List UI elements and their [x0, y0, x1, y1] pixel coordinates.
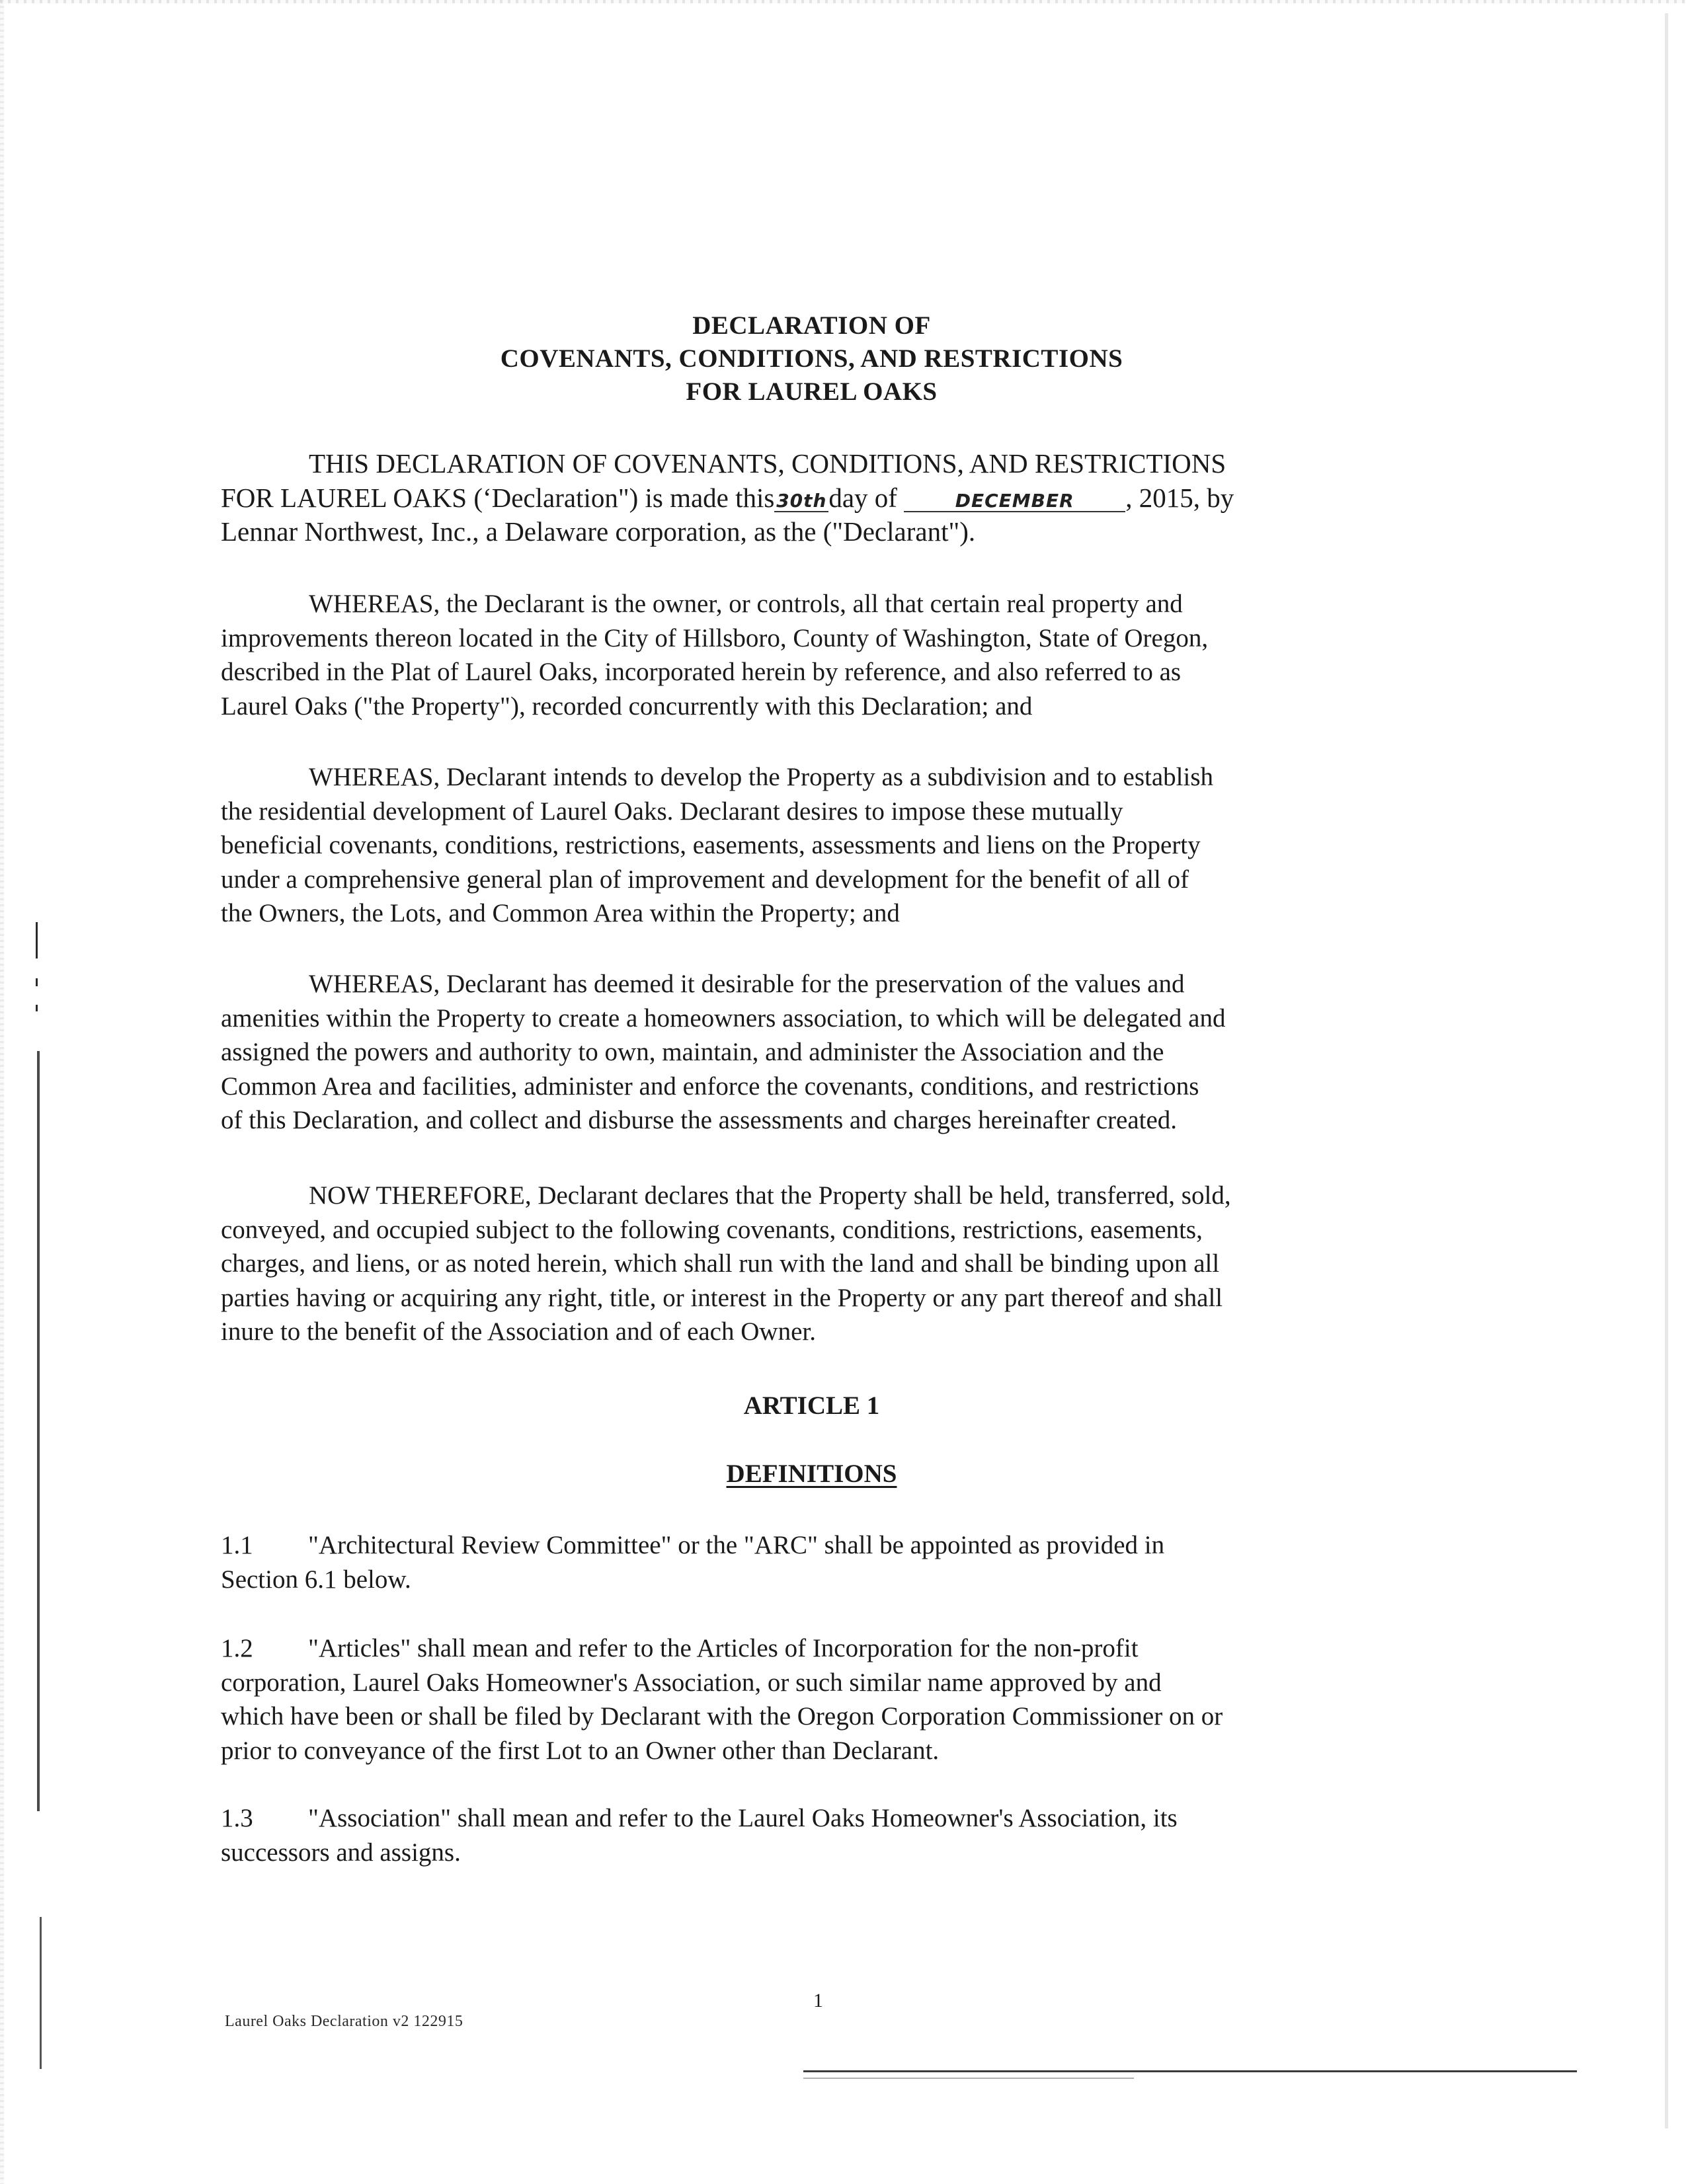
scan-mark — [36, 978, 38, 986]
title-line: COVENANTS, CONDITIONS, AND RESTRICTIONS — [500, 344, 1123, 373]
bottom-rule — [803, 2070, 1577, 2072]
definition-1-1 — [221, 1528, 1404, 1596]
definition-line: Section 6.1 below. — [221, 1565, 411, 1594]
paragraph-line: WHEREAS, Declarant has deemed it desirable for the preservation of the values and — [309, 970, 1185, 998]
scan-mark — [40, 1917, 42, 2069]
paragraph-line: Common Area and facilities, administer and enforce the covenants, conditions, and restrictions — [221, 1072, 1199, 1101]
title-line: DECLARATION OF — [692, 311, 931, 340]
paragraph-line: described in the Plat of Laurel Oaks, incorporated herein by reference, and also referred to as — [221, 658, 1182, 686]
paragraph-line: parties having or acquiring any right, title, or interest in the Property or any part thereof and shall — [221, 1283, 1223, 1312]
paragraph-line: under a comprehensive general plan of improvement and development for the benefit of all of — [221, 865, 1189, 894]
scan-mark — [1665, 13, 1668, 2128]
whereas-paragraph-3 — [221, 967, 1404, 1138]
definition-text: "Articles" shall mean and refer to the Articles of Incorporation for the non-profit — [308, 1634, 1139, 1662]
definition-line — [221, 1528, 1404, 1563]
article-subheading-text: DEFINITIONS — [726, 1460, 897, 1488]
definition-number: 1.2 — [221, 1634, 253, 1662]
paragraph-line: NOW THEREFORE, Declarant declares that the Property shall be held, transferred, sold, — [309, 1181, 1231, 1210]
paragraph-line: improvements thereon located in the City of Hillsboro, County of Washington, State of Oregon, — [221, 623, 1209, 652]
definition-1-3 — [221, 1801, 1404, 1869]
bottom-rule — [803, 2078, 1134, 2079]
scan-mark — [36, 922, 38, 958]
definition-line: successors and assigns. — [221, 1838, 461, 1867]
scan-edge-top — [0, 0, 1686, 3]
paragraph-line: of this Declaration, and collect and disburse the assessments and charges hereinafter created. — [221, 1106, 1178, 1134]
handwritten-month: DECEMBER — [904, 491, 1125, 512]
definition-1-2 — [221, 1631, 1404, 1768]
definition-text: "Architectural Review Committee" or the "ARC" shall be appointed as provided in — [308, 1531, 1165, 1559]
whereas-paragraph-2 — [221, 760, 1404, 931]
paragraph-line: WHEREAS, the Declarant is the owner, or controls, all that certain real property and — [309, 590, 1183, 618]
intro-line: Lennar Northwest, Inc., a Delaware corporation, as the ("Declarant"). — [221, 516, 976, 547]
title-line: FOR LAUREL OAKS — [686, 377, 938, 406]
definition-line: prior to conveyance of the first Lot to an Owner other than Declarant. — [221, 1736, 940, 1765]
intro-text: , 2015, by — [1125, 482, 1234, 513]
document-title — [0, 309, 1623, 409]
paragraph-line: beneficial covenants, conditions, restrictions, easements, assessments and liens on the Property — [221, 831, 1201, 859]
intro-line: THIS DECLARATION OF COVENANTS, CONDITIONS, AND RESTRICTIONS — [309, 448, 1226, 479]
paragraph-line: amenities within the Property to create a homeowners association, to which will be delegated and — [221, 1003, 1226, 1033]
definition-text: "Association" shall mean and refer to the Laurel Oaks Homeowner's Association, its — [308, 1804, 1178, 1832]
paragraph-line: Laurel Oaks ("the Property"), recorded concurrently with this Declaration; and — [221, 691, 1033, 721]
article-heading: ARTICLE 1 — [743, 1391, 880, 1420]
whereas-paragraph-1 — [221, 587, 1404, 723]
footer-label: Laurel Oaks Declaration v2 122915 — [225, 2013, 463, 2030]
definition-line: corporation, Laurel Oaks Homeowner's Association, or such similar name approved by and — [221, 1668, 1162, 1697]
paragraph-line: charges, and liens, or as noted herein, which shall run with the land and shall be binding upon all — [221, 1249, 1220, 1278]
now-therefore-paragraph — [221, 1179, 1404, 1349]
scan-mark — [36, 1005, 38, 1011]
definition-number: 1.1 — [221, 1531, 253, 1559]
paragraph-line: WHEREAS, Declarant intends to develop the Property as a subdivision and to establish — [309, 763, 1213, 791]
intro-text: day of — [828, 482, 897, 513]
paragraph-line: inure to the benefit of the Association and of each Owner. — [221, 1317, 816, 1346]
definition-line — [221, 1631, 1404, 1666]
definition-line: which have been or shall be filed by Declarant with the Oregon Corporation Commissioner on or — [221, 1702, 1223, 1731]
definition-line — [221, 1801, 1404, 1836]
intro-paragraph — [221, 447, 1351, 549]
paragraph-line: assigned the powers and authority to own, maintain, and administer the Association and the — [221, 1038, 1164, 1066]
handwritten-day: 30th — [774, 491, 828, 512]
definition-number: 1.3 — [221, 1804, 253, 1832]
intro-text: FOR LAUREL OAKS (‘Declaration") is made this — [221, 482, 775, 513]
paragraph-line: the Owners, the Lots, and Common Area within the Property; and — [221, 899, 900, 927]
paragraph-line: the residential development of Laurel Oaks. Declarant desires to impose these mutually — [221, 797, 1123, 826]
page-number: 1 — [813, 1990, 823, 2011]
scan-mark — [37, 1051, 40, 1811]
intro-line — [221, 481, 1351, 516]
paragraph-line: conveyed, and occupied subject to the following covenants, conditions, restrictions, easements, — [221, 1215, 1203, 1244]
article-subheading — [0, 1458, 1623, 1491]
